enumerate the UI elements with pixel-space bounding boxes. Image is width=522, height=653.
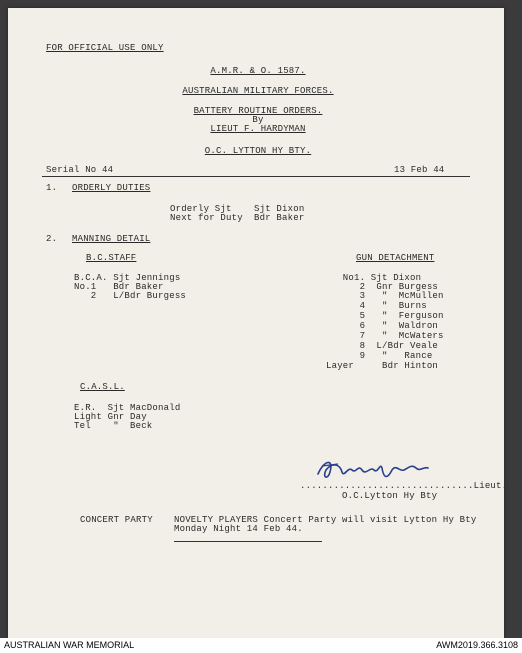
- casl-line-3: Tel " Beck: [74, 421, 153, 431]
- reference-number: A.M.R. & O. 1587.: [210, 66, 306, 76]
- archive-accession-number: AWM2019.366.3108: [436, 640, 518, 650]
- casl-line-1: E.R. Sjt MacDonald: [74, 403, 181, 413]
- bc-line-3: 2 L/Bdr Burgess: [74, 291, 187, 301]
- gun-line-5: 5 " Ferguson: [326, 311, 444, 321]
- casl-line-2: Light Gnr Day: [74, 412, 147, 422]
- bc-line-1: B.C.A. Sjt Jennings: [74, 273, 181, 283]
- bc-staff-title: B.C.STAFF: [86, 253, 137, 263]
- orderly-line-2: Next for Duty Bdr Baker: [170, 213, 305, 223]
- concert-underline: [174, 541, 322, 542]
- gun-line-3: 3 " McMullen: [326, 291, 444, 301]
- archive-name: AUSTRALIAN WAR MEMORIAL: [4, 640, 135, 650]
- restriction-label: FOR OFFICIAL USE ONLY: [46, 43, 164, 53]
- signature-title: O.C.Lytton Hy Bty: [342, 491, 438, 501]
- orderly-line-1: Orderly Sjt Sjt Dixon: [170, 204, 305, 214]
- casl-title: C.A.S.L.: [80, 382, 125, 392]
- section-2-number: 2.: [46, 234, 58, 244]
- officer-name: LIEUT F. HARDYMAN: [210, 124, 306, 134]
- gun-line-2: 2 Gnr Burgess: [326, 282, 439, 292]
- section-2-title: MANNING DETAIL: [72, 234, 151, 244]
- concert-line-1: NOVELTY PLAYERS Concert Party will visit Lytton Hy Bty: [174, 515, 477, 525]
- gun-line-10: Layer Bdr Hinton: [326, 361, 439, 371]
- organization: AUSTRALIAN MILITARY FORCES.: [182, 86, 334, 96]
- gun-line-6: 6 " Waldron: [326, 321, 439, 331]
- serial-number: Serial No 44: [46, 165, 114, 175]
- by-line: By: [252, 115, 264, 125]
- document-title: BATTERY ROUTINE ORDERS.: [193, 106, 323, 116]
- unit-name: O.C. LYTTON HY BTY.: [204, 146, 312, 156]
- bc-line-2: No.1 Bdr Baker: [74, 282, 164, 292]
- gun-line-9: 9 " Rance: [326, 351, 433, 361]
- order-date: 13 Feb 44: [394, 165, 445, 175]
- concert-line-2: Monday Night 14 Feb 44.: [174, 524, 303, 534]
- gun-line-1: No1. Sjt Dixon: [326, 273, 422, 283]
- section-1-title: ORDERLY DUTIES: [72, 183, 151, 193]
- header-divider: [42, 176, 470, 177]
- gun-line-8: 8 L/Bdr Veale: [326, 341, 439, 351]
- document-page: [8, 8, 508, 638]
- gun-detachment-title: GUN DETACHMENT: [356, 253, 435, 263]
- gun-line-4: 4 " Burns: [326, 301, 427, 311]
- concert-label: CONCERT PARTY: [80, 515, 153, 525]
- handwritten-signature: [312, 452, 452, 492]
- archive-footer: [0, 638, 522, 653]
- signature-line: ...............................Lieut.: [300, 481, 508, 491]
- gun-line-7: 7 " McWaters: [326, 331, 444, 341]
- section-1-number: 1.: [46, 183, 58, 193]
